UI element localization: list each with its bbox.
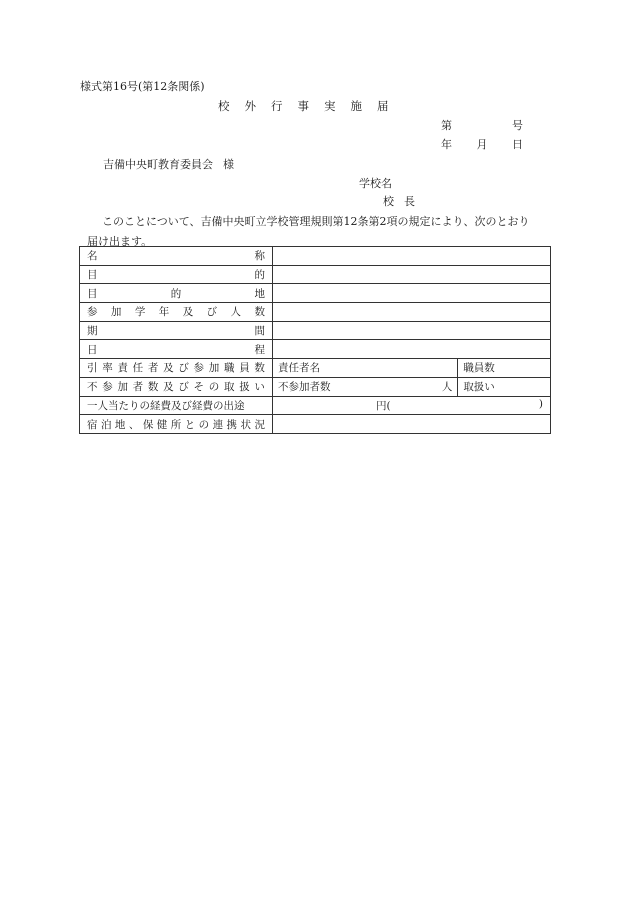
cost-field[interactable] (273, 396, 551, 415)
row-label (80, 340, 273, 359)
label-char: 的 (170, 287, 182, 300)
label-char: 数 (254, 362, 265, 375)
label-char: 的 (254, 269, 265, 282)
staff-count-field[interactable] (458, 359, 551, 378)
lodging-field[interactable] (273, 415, 551, 434)
leader-name-label: 責任者名 (278, 362, 320, 375)
label-char: 参 (102, 381, 113, 394)
label-char: 参 (193, 362, 205, 375)
row-label (80, 284, 273, 303)
absentee-count-label: 不参加者数 (278, 381, 331, 394)
row-label (80, 377, 273, 396)
label-char: 参 (87, 306, 98, 319)
label-char: 所 (170, 418, 182, 431)
label-char: い (254, 381, 265, 394)
row-label (80, 321, 273, 340)
label-char: 責 (117, 362, 128, 375)
label-char: 加 (208, 362, 220, 375)
label-char: 職 (223, 362, 235, 375)
destination-field[interactable] (273, 284, 551, 303)
label-char: 及 (163, 381, 174, 394)
label-char: 数 (254, 306, 265, 319)
label-char: 率 (102, 362, 113, 375)
label-char: 間 (254, 325, 265, 338)
addressee-name: 吉備中央町教育委員会 (103, 158, 213, 171)
cost-label: 一人当たりの経費及び経費の出途 (87, 399, 245, 412)
label-char: 状 (240, 418, 251, 431)
label-char: の (198, 418, 210, 431)
grades-field[interactable] (273, 303, 551, 322)
label-char: び (178, 381, 189, 394)
label-char: 年 (158, 306, 170, 319)
handling-field[interactable] (458, 377, 551, 396)
form-number: 様式第16号(第12条関係) (80, 80, 205, 93)
date-day: 日 (512, 138, 523, 151)
page-title: 校外行事実施届 (218, 99, 404, 113)
body-line-1: このことについて、吉備中央町立学校管理規則第12条第2項の規定により、次のとおり (102, 215, 530, 228)
row-label (80, 415, 273, 434)
purpose-field[interactable] (273, 265, 551, 284)
label-char: 員 (239, 362, 250, 375)
table-row-purpose (80, 265, 551, 284)
date-line (441, 139, 523, 150)
label-char: 、 (128, 418, 140, 431)
table-row-name (80, 247, 551, 266)
label-char: 程 (254, 343, 265, 356)
staff-count-label: 職員数 (463, 362, 495, 375)
absentee-count-field[interactable] (273, 377, 458, 396)
label-char: 連 (212, 418, 224, 431)
label-char: 目 (87, 287, 98, 300)
label-char: 者 (147, 362, 159, 375)
label-char: の (208, 381, 220, 394)
date-month: 月 (476, 138, 488, 151)
label-char: 学 (134, 306, 146, 319)
label-char: び (206, 306, 218, 319)
label-char: 地 (114, 418, 126, 431)
label-char: と (184, 418, 196, 431)
doc-number-suffix: 号 (512, 119, 523, 132)
label-char: 数 (147, 381, 159, 394)
label-char: 任 (132, 362, 144, 375)
label-char: 保 (142, 418, 154, 431)
row-label (80, 247, 273, 266)
leader-name-field[interactable] (273, 359, 458, 378)
label-char: 期 (87, 325, 98, 338)
label-char: 加 (117, 381, 128, 394)
label-char: 及 (182, 306, 194, 319)
row-label (80, 359, 273, 378)
school-name-label: 学校名 (359, 177, 392, 190)
label-char: 加 (110, 306, 122, 319)
label-char: 及 (163, 362, 174, 375)
table-row-cost (80, 396, 551, 415)
addressee (103, 159, 234, 170)
label-char: 目 (87, 269, 98, 282)
period-field[interactable] (273, 321, 551, 340)
doc-number-prefix: 第 (441, 119, 452, 132)
label-char: 健 (156, 418, 168, 431)
label-char: び (178, 362, 189, 375)
row-label (80, 265, 273, 284)
label-char: 泊 (100, 418, 112, 431)
label-char: 不 (87, 381, 98, 394)
table-row-grades (80, 303, 551, 322)
schedule-field[interactable] (273, 340, 551, 359)
absentee-unit: 人 (441, 381, 453, 394)
label-char: 称 (254, 250, 265, 263)
table-row-destination (80, 284, 551, 303)
addressee-honorific: 様 (223, 158, 234, 171)
document-number-line (441, 120, 523, 131)
label-char: 引 (87, 362, 98, 375)
table-row-absentees (80, 377, 551, 396)
label-char: 地 (254, 287, 265, 300)
label-char: 日 (87, 343, 98, 356)
event-form-table (79, 246, 551, 434)
row-label (80, 396, 273, 415)
label-char: 人 (230, 306, 242, 319)
label-char: 扱 (239, 381, 250, 394)
label-char: 況 (254, 418, 265, 431)
table-row-lodging (80, 415, 551, 434)
label-char: 宿 (87, 418, 98, 431)
row-label (80, 303, 273, 322)
label-char: 取 (223, 381, 235, 394)
label-char: そ (193, 381, 205, 394)
table-row-period (80, 321, 551, 340)
body-line-2: 届け出ます。 (87, 235, 153, 248)
yen-open: 円( (376, 399, 391, 412)
name-field[interactable] (273, 247, 551, 266)
label-char: 名 (87, 250, 98, 263)
label-char: 者 (132, 381, 144, 394)
date-year: 年 (441, 138, 452, 151)
handling-label: 取扱い (463, 381, 495, 394)
table-row-staff (80, 359, 551, 378)
table-row-schedule (80, 340, 551, 359)
yen-close: ) (538, 397, 543, 410)
label-char: 携 (226, 418, 238, 431)
principal-label: 校長 (383, 195, 425, 208)
